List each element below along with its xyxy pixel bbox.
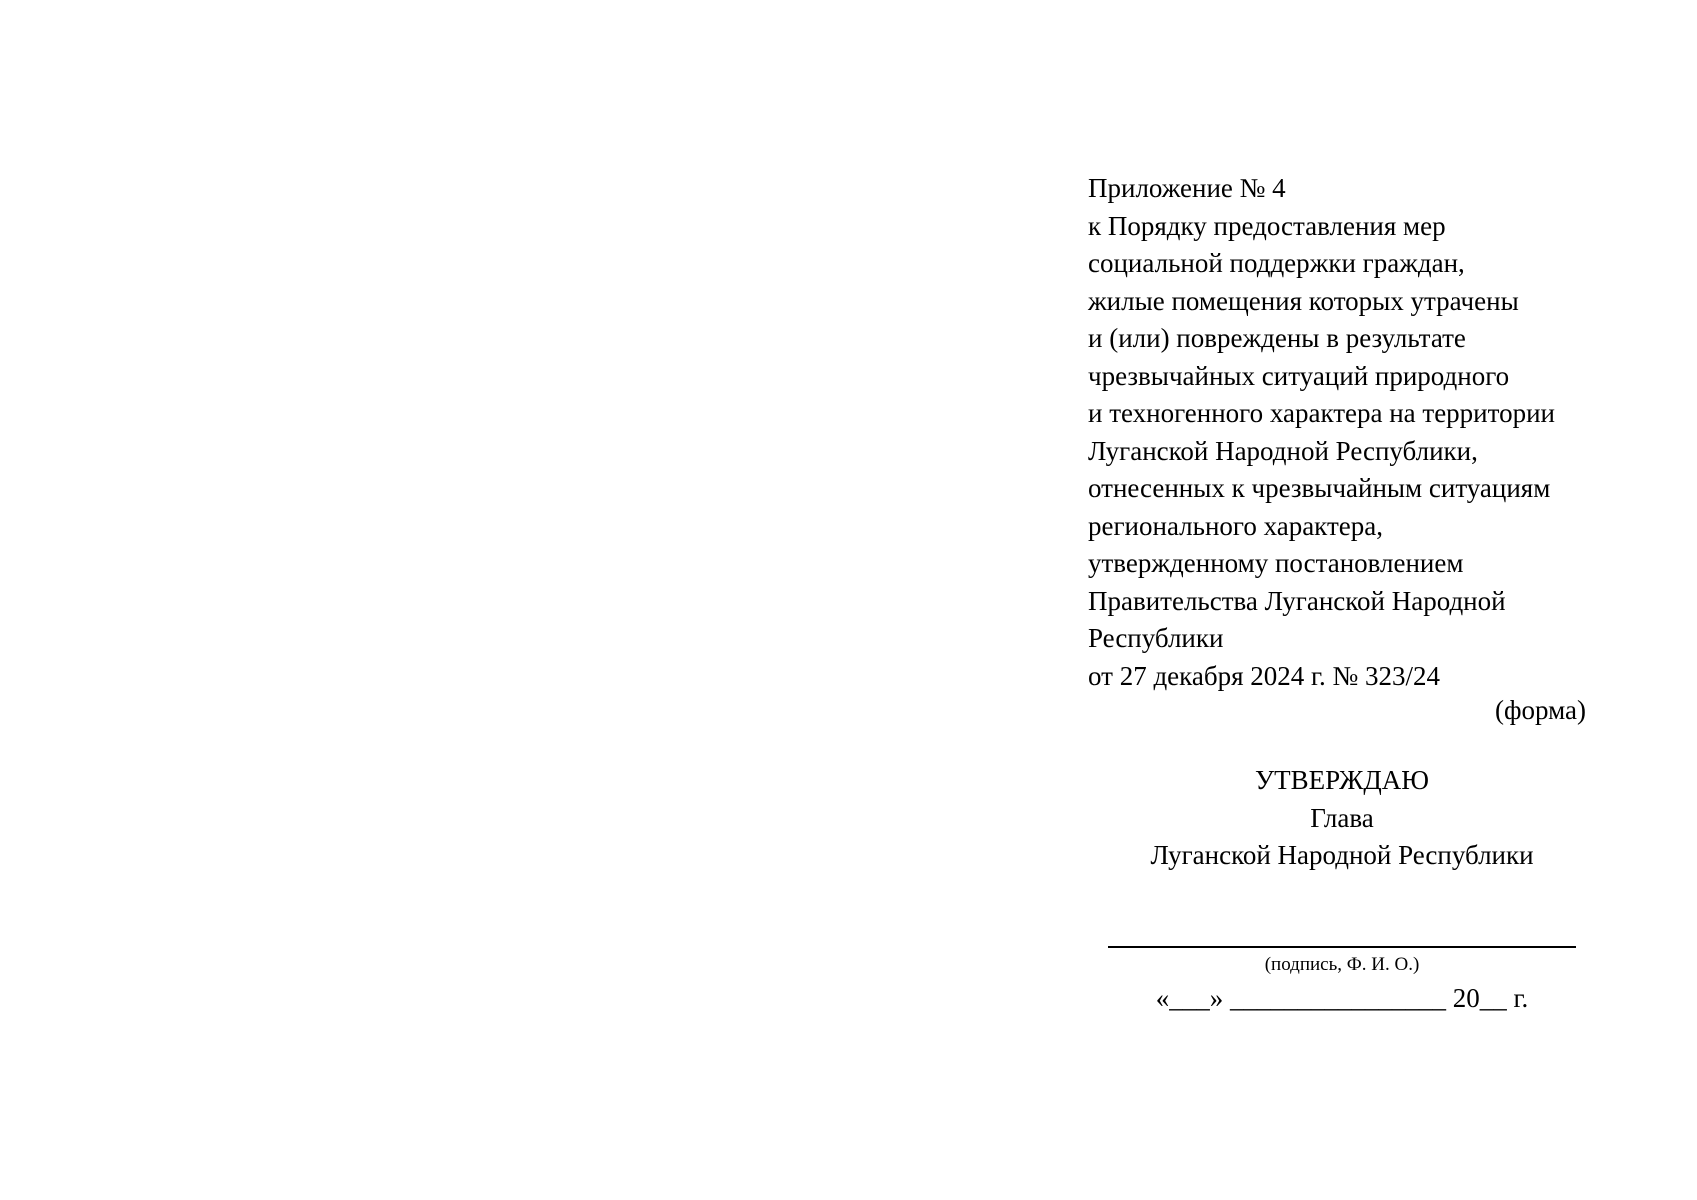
appendix-line: к Порядку предоставления мер: [1088, 210, 1446, 241]
appendix-line: и техногенного характера на территории: [1088, 398, 1555, 428]
appendix-line: Республики: [1088, 623, 1224, 653]
appendix-line: и (или) повреждены в результате: [1088, 323, 1466, 353]
appendix-line: отнесенных к чрезвычайным ситуациям: [1088, 473, 1551, 503]
appendix-line: Луганской Народной Республики,: [1088, 435, 1478, 466]
appendix-reference: [1088, 170, 1608, 695]
appendix-line: чрезвычайных ситуаций природного: [1088, 360, 1510, 391]
date-line: «___» ________________ 20__ г.: [1155, 983, 1529, 1013]
appendix-line: регионального характера,: [1088, 510, 1383, 541]
appendix-line: утвержденному постановлением: [1088, 548, 1464, 578]
appendix-line: Правительства Луганской Народной: [1088, 585, 1506, 616]
form-label: (форма): [1495, 695, 1586, 725]
appendix-line: от 27 декабря 2024 г. № 323/24: [1088, 660, 1441, 691]
approval-heading: УТВЕРЖДАЮ: [1254, 765, 1430, 795]
approval-organization: Луганской Народной Республики: [1150, 840, 1534, 870]
appendix-line: социальной поддержки граждан,: [1088, 248, 1465, 278]
approval-block: [1088, 762, 1596, 875]
signature-line: [1108, 946, 1576, 948]
approval-position: Глава: [1310, 802, 1374, 833]
appendix-line: Приложение № 4: [1088, 173, 1286, 203]
signature-caption: (подпись, Ф. И. О.): [1264, 954, 1420, 975]
appendix-line: жилые помещения которых утрачены: [1088, 285, 1519, 316]
